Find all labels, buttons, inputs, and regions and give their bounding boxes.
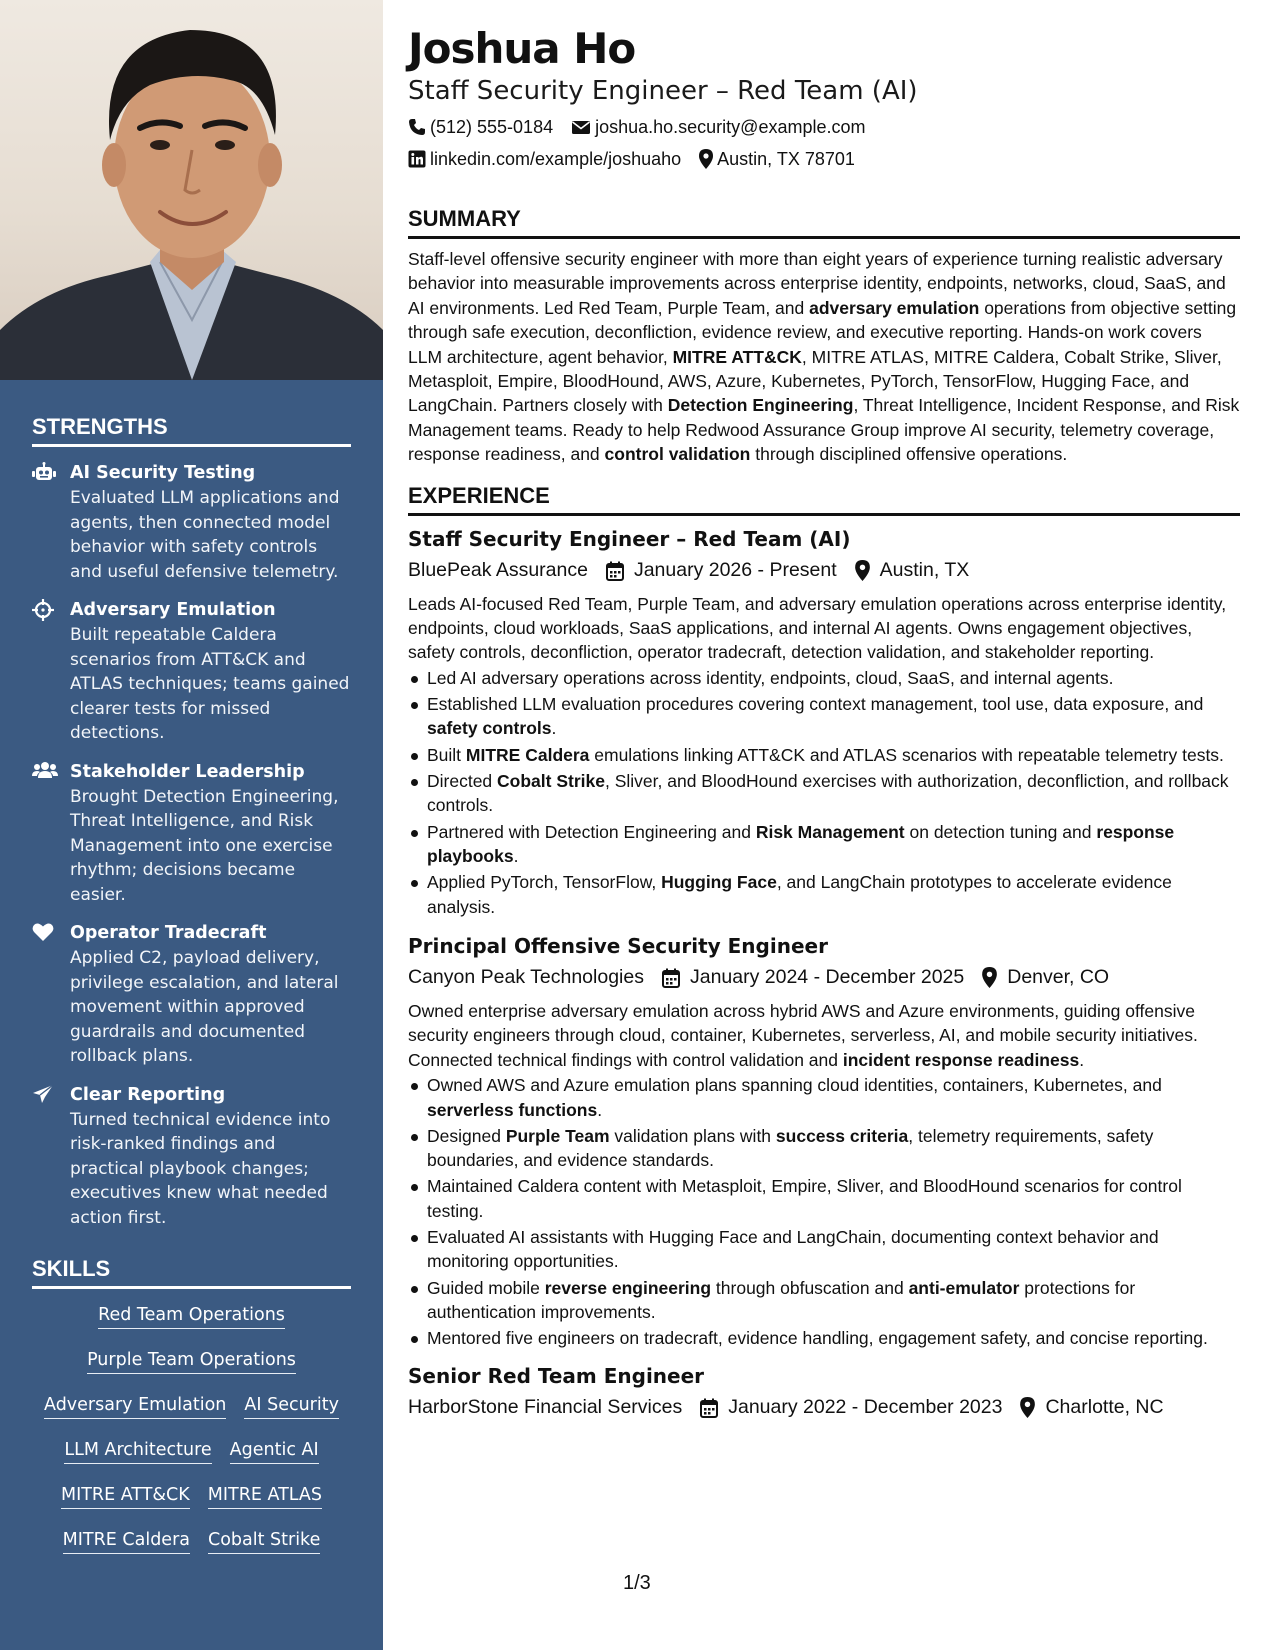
skill-tag: MITRE ATT&CK: [61, 1485, 190, 1509]
crosshair-icon: [32, 599, 54, 621]
main-content: [408, 0, 1240, 1421]
contact-row: [408, 114, 1240, 140]
phone-number[interactable]: (512) 555-0184: [430, 116, 554, 137]
strength-desc: Turned technical evidence into risk-ranked findings and practical playbook changes; executives knew what needed action first.: [70, 1109, 331, 1228]
list-item: Owned AWS and Azure emulation plans spanning cloud identities, containers, Kubernetes, and serverless functions.: [408, 1073, 1240, 1122]
job-location: Charlotte, NC: [1045, 1396, 1164, 1419]
page-number: 1/3: [623, 1572, 651, 1594]
calendar-icon: [700, 1398, 718, 1418]
skills-list: [32, 1305, 351, 1575]
list-item: Established LLM evaluation procedures covering context management, tool use, data exposure, and safety controls.: [408, 692, 1240, 741]
skills-heading: SKILLS: [32, 1256, 351, 1289]
strength-title: AI Security Testing: [70, 463, 256, 483]
experience-heading: EXPERIENCE: [408, 483, 1240, 516]
email-icon: [571, 119, 591, 135]
job-bullets: [408, 1073, 1240, 1350]
job-entry: [408, 1363, 1240, 1421]
location-pin-icon: [1020, 1397, 1035, 1418]
skill-tag: Adversary Emulation: [44, 1395, 226, 1419]
strength-item: [32, 760, 351, 908]
strength-title: Operator Tradecraft: [70, 923, 267, 943]
list-item: Guided mobile reverse engineering through obfuscation and anti-emulator protections for authentication improvements.: [408, 1276, 1240, 1325]
strength-title: Adversary Emulation: [70, 600, 276, 620]
users-icon: [32, 761, 58, 779]
location-text: Austin, TX 78701: [717, 148, 855, 169]
candidate-name: Joshua Ho: [408, 24, 636, 73]
strength-title: Stakeholder Leadership: [70, 761, 305, 782]
job-meta: [408, 965, 1240, 991]
contact-row: [408, 146, 1240, 172]
location-pin-icon: [982, 967, 997, 988]
skill-tag: Purple Team Operations: [87, 1350, 296, 1374]
job-company: HarborStone Financial Services: [408, 1396, 683, 1419]
location-pin-icon: [855, 560, 870, 581]
phone-icon: [408, 118, 426, 136]
skill-tag: Cobalt Strike: [208, 1530, 320, 1554]
strength-item: [32, 921, 351, 1069]
strength-item: [32, 461, 351, 584]
job-dates: January 2022 - December 2023: [728, 1396, 1003, 1419]
list-item: Partnered with Detection Engineering and Risk Management on detection tuning and response playbooks.: [408, 820, 1240, 869]
strength-desc: Brought Detection Engineering, Threat Intelligence, and Risk Management into one exercise rhythm; decisions became easier.: [70, 786, 339, 905]
job-dates: January 2026 - Present: [633, 559, 837, 582]
job-description: Leads AI-focused Red Team, Purple Team, and adversary emulation operations across enterprise identity, endpoints, cloud workloads, SaaS applications, and internal AI agents. Owns engagement objectives, safety controls, deconfliction, operator tradecraft, detection validation, and stakeholder reporting.: [408, 593, 1227, 663]
list-item: Evaluated AI assistants with Hugging Face and LangChain, documenting context behavior and monitoring opportunities.: [408, 1225, 1240, 1274]
strength-desc: Built repeatable Caldera scenarios from ATT&CK and ATLAS techniques; teams gained clearer tests for missed detections.: [70, 625, 350, 743]
job-meta: [408, 558, 1240, 584]
skill-tag: MITRE ATLAS: [208, 1485, 322, 1509]
job-dates: January 2024 - December 2025: [689, 966, 965, 989]
profile-photo: [0, 0, 383, 380]
job-entry: [408, 526, 1240, 919]
job-title: Staff Security Engineer – Red Team (AI): [408, 526, 851, 551]
job-meta: [408, 1395, 1240, 1421]
list-item: Applied PyTorch, TensorFlow, Hugging Face, and LangChain prototypes to accelerate evidence analysis.: [408, 870, 1240, 919]
strength-title: Clear Reporting: [70, 1084, 226, 1105]
summary-text: Staff-level offensive security engineer with more than eight years of experience turning realistic adversary behavior into measurable improvements across enterprise identity, endpoints, networks, cloud, SaaS, and AI environments. Led Red Team, Purple Team, and adversary emulation operations from objective setting through safe execution, deconfliction, evidence review, and executive reporting. Hands-on work covers LLM architecture, agent behavior, MITRE ATT&CK, MITRE ATLAS, MITRE Caldera, Cobalt Strike, Sliver, Metasploit, Empire, BloodHound, AWS, Azure, Kubernetes, PyTorch, TensorFlow, Hugging Face, and LangChain. Partners closely with Detection Engineering, Threat Intelligence, Incident Response, and Risk Management teams. Ready to help Redwood Assurance Group improve AI security, telemetry coverage, response readiness, and control validation through disciplined offensive operations.: [408, 249, 1240, 465]
robot-icon: [32, 462, 56, 482]
job-location: Denver, CO: [1007, 966, 1110, 989]
strengths-heading: STRENGTHS: [32, 414, 351, 447]
skill-tag: LLM Architecture: [64, 1440, 211, 1464]
job-title: Principal Offensive Security Engineer: [408, 933, 828, 958]
strength-item: [32, 598, 351, 746]
job-company: BluePeak Assurance: [408, 559, 588, 582]
job-title: Senior Red Team Engineer: [408, 1363, 705, 1388]
list-item: Maintained Caldera content with Metasploit, Empire, Sliver, and BloodHound scenarios for control testing.: [408, 1174, 1240, 1223]
skill-tag: Red Team Operations: [98, 1305, 285, 1329]
skill-tag: AI Security: [244, 1395, 339, 1419]
job-entry: [408, 933, 1240, 1351]
calendar-icon: [662, 968, 680, 988]
location-pin-icon: [699, 149, 713, 169]
job-description: Owned enterprise adversary emulation across hybrid AWS and Azure environments, guiding offensive security engineers through cloud, container, Kubernetes, serverless, AI, and mobile security initiatives. Connected technical findings with control validation and incident response readiness.: [408, 1000, 1198, 1070]
job-list: [408, 526, 1240, 1421]
list-item: Mentored five engineers on tradecraft, evidence handling, engagement safety, and concise reporting.: [408, 1326, 1240, 1350]
candidate-headline: Staff Security Engineer – Red Team (AI): [408, 76, 918, 106]
linkedin-link[interactable]: linkedin.com/example/joshuaho: [430, 148, 682, 169]
paper-plane-icon: [32, 1084, 54, 1104]
skill-tag: MITRE Caldera: [63, 1530, 190, 1554]
linkedin-icon: [408, 150, 426, 168]
job-location: Austin, TX: [879, 559, 970, 582]
email-link[interactable]: joshua.ho.security@example.com: [595, 116, 866, 137]
sidebar: [0, 0, 383, 1650]
list-item: Led AI adversary operations across identity, endpoints, cloud, SaaS, and internal agents.: [408, 666, 1240, 690]
skill-tag: Agentic AI: [230, 1440, 319, 1464]
strength-desc: Evaluated LLM applications and agents, then connected model behavior with safety controls and useful defensive telemetry.: [70, 488, 340, 582]
summary-heading: SUMMARY: [408, 206, 1240, 239]
heart-icon: [32, 922, 54, 942]
job-company: Canyon Peak Technologies: [408, 966, 644, 989]
calendar-icon: [606, 561, 624, 581]
portrait-illustration: [0, 0, 383, 380]
list-item: Directed Cobalt Strike, Sliver, and BloodHound exercises with authorization, deconfliction, and rollback controls.: [408, 769, 1240, 818]
strength-desc: Applied C2, payload delivery, privilege escalation, and lateral movement within approved guardrails and documented rollback plans.: [70, 948, 339, 1066]
list-item: Built MITRE Caldera emulations linking ATT&CK and ATLAS scenarios with repeatable telemetry tests.: [408, 743, 1240, 767]
strength-item: [32, 1083, 351, 1231]
list-item: Designed Purple Team validation plans with success criteria, telemetry requirements, safety boundaries, and evidence standards.: [408, 1124, 1240, 1173]
job-bullets: [408, 666, 1240, 919]
